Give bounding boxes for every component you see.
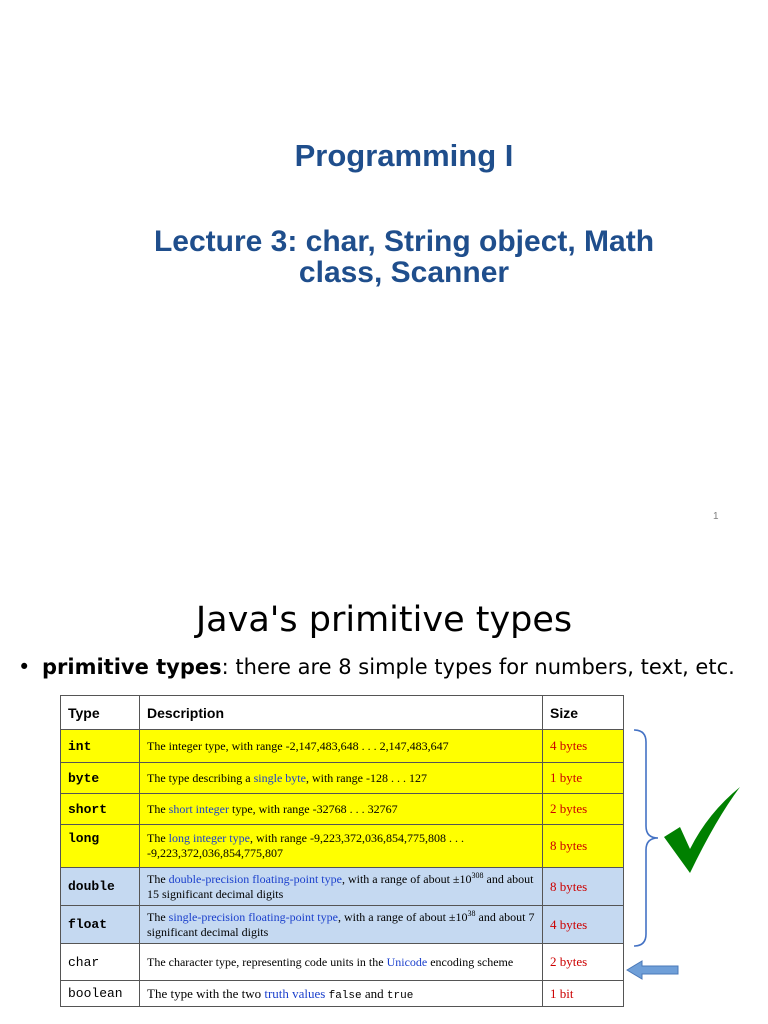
link-single-precision[interactable]: single-precision floating-point type xyxy=(168,910,338,924)
type-name: float xyxy=(61,906,140,944)
lecture-title-line2: class, Scanner xyxy=(298,256,510,289)
header-size: Size xyxy=(543,696,624,730)
header-description: Description xyxy=(140,696,543,730)
link-long-integer-type[interactable]: long integer type xyxy=(168,831,250,845)
type-description: The integer type, with range -2,147,483,648 . . . 2,147,483,647 xyxy=(140,730,543,763)
type-size: 4 bytes xyxy=(543,730,624,763)
course-title: Programming I xyxy=(294,138,514,173)
table-header-row xyxy=(61,696,624,730)
table-row-float xyxy=(61,906,624,944)
type-description: The character type, representing code units in the Unicode encoding scheme xyxy=(140,944,543,981)
bullet-term: primitive types xyxy=(42,655,222,679)
bullet-point xyxy=(18,655,735,679)
type-name: boolean xyxy=(61,981,140,1007)
slide-title: Java's primitive types xyxy=(195,600,573,640)
table-row-long xyxy=(61,825,624,868)
type-size: 4 bytes xyxy=(543,906,624,944)
table-row-double xyxy=(61,868,624,906)
table-row-char xyxy=(61,944,624,981)
primitive-types-table xyxy=(60,695,624,1007)
type-name: double xyxy=(61,868,140,906)
type-name: byte xyxy=(61,763,140,794)
link-truth-values[interactable]: truth values xyxy=(264,985,326,1001)
type-description: The long integer type, with range -9,223,372,036,854,775,808 . . . -9,223,372,036,854,775,807 xyxy=(140,825,543,868)
primitive-types-slide xyxy=(0,575,768,1024)
type-size: 8 bytes xyxy=(543,868,624,906)
type-description: The type describing a single byte, with range -128 . . . 127 xyxy=(140,763,543,794)
type-name: short xyxy=(61,794,140,825)
type-description: The double-precision floating-point type, with a range of about $\pm 10^{308}$ and about 15 significant decimal digits xyxy=(140,868,543,906)
table-row-short xyxy=(61,794,624,825)
header-type: Type xyxy=(61,696,140,730)
left-arrow-icon xyxy=(626,960,680,980)
type-size: 1 bit xyxy=(543,981,624,1007)
link-short-integer[interactable]: short integer xyxy=(168,801,229,816)
curly-brace xyxy=(632,728,662,948)
table-row-boolean xyxy=(61,981,624,1007)
bullet-text: : there are 8 simple types for numbers, text, etc. xyxy=(221,655,735,679)
type-size: 2 bytes xyxy=(543,794,624,825)
type-description: The single-precision floating-point type, with a range of about $\pm 10^{38}$ and about 7 significant decimal digits xyxy=(140,906,543,944)
lecture-title xyxy=(0,226,768,288)
type-description: The type with the two truth values false and true xyxy=(140,981,543,1007)
link-single-byte[interactable]: single byte xyxy=(253,770,306,785)
type-description: The short integer type, with range -32768 . . . 32767 xyxy=(140,794,543,825)
type-size: 2 bytes xyxy=(543,944,624,981)
table-row-byte xyxy=(61,763,624,794)
checkmark-icon xyxy=(660,787,742,875)
type-name: long xyxy=(61,825,140,868)
link-double-precision[interactable]: double-precision floating-point type xyxy=(168,872,342,886)
page-number: 1 xyxy=(713,511,719,522)
type-name: char xyxy=(61,944,140,981)
link-unicode[interactable]: Unicode xyxy=(386,954,428,969)
type-size: 8 bytes xyxy=(543,825,624,868)
type-name: int xyxy=(61,730,140,763)
bullet-dot: • xyxy=(18,655,31,679)
type-size: 1 byte xyxy=(543,763,624,794)
table-row-int xyxy=(61,730,624,763)
lecture-title-line1: Lecture 3: char, String object, Math xyxy=(153,225,655,258)
